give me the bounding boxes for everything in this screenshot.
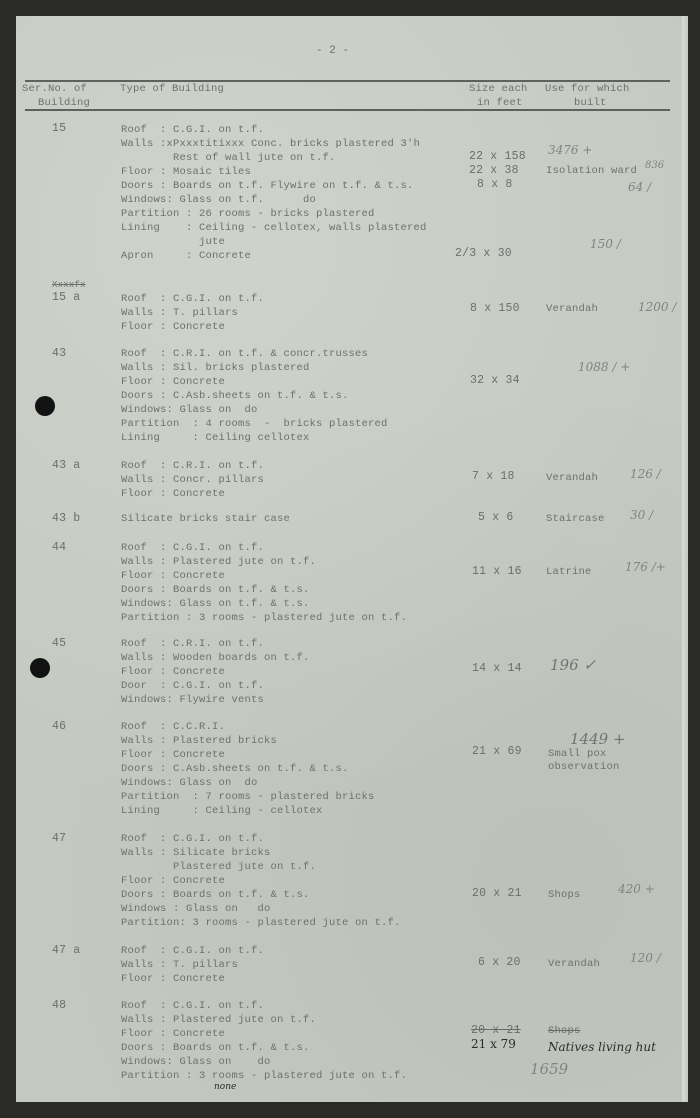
spec-line: Walls : Silicate bricks bbox=[121, 847, 271, 859]
size: 6 x 20 bbox=[478, 956, 521, 969]
spec-line: Doors : Boards on t.f. & t.s. bbox=[121, 1042, 310, 1054]
spec-line: jute bbox=[121, 236, 226, 248]
spec-line: Floor : Mosaic tiles bbox=[121, 166, 252, 178]
ser-no: 48 bbox=[52, 999, 67, 1012]
struck-label: Xxxxfx bbox=[52, 280, 86, 290]
spec-line: Silicate bricks stair case bbox=[121, 513, 291, 525]
size: 5 x 6 bbox=[478, 511, 514, 524]
handwritten-area: 126 / bbox=[630, 467, 661, 481]
spec-line: Plastered jute on t.f. bbox=[121, 861, 317, 873]
header-use: Use for which bbox=[545, 83, 630, 95]
spec-line: Windows: Glass on t.f. & t.s. bbox=[121, 598, 310, 610]
use: Natives living hut bbox=[548, 1040, 656, 1054]
spec-line: Floor : Concrete bbox=[121, 376, 226, 388]
spec-line: Roof : C.G.I. on t.f. bbox=[121, 945, 265, 957]
ser-no: 46 bbox=[52, 720, 67, 733]
handwritten-area: 420 + bbox=[618, 882, 655, 896]
header-use-built: built bbox=[574, 97, 607, 109]
ser-no: 47 bbox=[52, 832, 67, 845]
spec-line: Partition : 4 rooms - bricks plastered bbox=[121, 418, 388, 430]
handwritten-area: 196 ✓ bbox=[550, 656, 596, 674]
spec-line: Walls : Plastered jute on t.f. bbox=[121, 1014, 317, 1026]
size: 22 x 38 bbox=[469, 164, 519, 177]
spec-line: Roof : C.R.I. on t.f. bbox=[121, 638, 265, 650]
size: 32 x 34 bbox=[470, 374, 520, 387]
spec-line: Floor : Concrete bbox=[121, 570, 226, 582]
spec-line: Rest of wall jute on t.f. bbox=[121, 152, 336, 164]
ser-no: 43 bbox=[52, 347, 67, 360]
size: 21 x 79 bbox=[471, 1037, 516, 1051]
header-type: Type of Building bbox=[120, 83, 225, 95]
spec-line: Door : C.G.I. on t.f. bbox=[121, 680, 265, 692]
spec-line: Walls : Concr. pillars bbox=[121, 474, 265, 486]
spec-line: Lining : Ceiling - cellotex, walls plastered bbox=[121, 222, 427, 234]
spec-line: Walls : T. pillars bbox=[121, 307, 239, 319]
spec-line: Roof : C.G.I. on t.f. bbox=[121, 833, 265, 845]
spec-line: Windows: Glass on do bbox=[121, 1056, 271, 1068]
punch-hole bbox=[35, 396, 55, 416]
spec-line: Floor : Concrete bbox=[121, 1028, 226, 1040]
ser-no: 15 bbox=[52, 122, 67, 135]
spec-line: Doors : Boards on t.f. Flywire on t.f. & t.s. bbox=[121, 180, 414, 192]
struck-size: 20 x 21 bbox=[471, 1024, 521, 1037]
header-ser-no: Ser.No. of bbox=[22, 83, 88, 95]
ser-no: 47 a bbox=[52, 944, 81, 957]
use: Isolation ward bbox=[546, 165, 638, 177]
spec-line: Partition : 7 rooms - plastered bricks bbox=[121, 791, 375, 803]
ser-no: 45 bbox=[52, 637, 67, 650]
spec-line: Roof : C.C.R.I. bbox=[121, 721, 226, 733]
spec-line: Lining : Ceiling - cellotex bbox=[121, 805, 323, 817]
spec-line: Walls : Plastered jute on t.f. bbox=[121, 556, 317, 568]
size: 8 x 150 bbox=[470, 302, 520, 315]
handwritten-area: 836 bbox=[645, 160, 665, 171]
spec-line: Lining : Ceiling cellotex bbox=[121, 432, 310, 444]
size: 8 x 8 bbox=[477, 178, 513, 191]
use-continued: observation bbox=[548, 761, 620, 773]
spec-line: Roof : C.G.I. on t.f. bbox=[121, 124, 265, 136]
size: 14 x 14 bbox=[472, 662, 522, 675]
header-building: Building bbox=[38, 97, 91, 109]
spec-line: Windows: Flywire vents bbox=[121, 694, 265, 706]
spec-line: Windows: Glass on do bbox=[121, 404, 258, 416]
spec-line: Walls : Wooden boards on t.f. bbox=[121, 652, 310, 664]
spec-line: Roof : C.R.I. on t.f. bbox=[121, 460, 265, 472]
spec-line: Windows: Glass on t.f. do bbox=[121, 194, 317, 206]
handwritten-area: 64 / bbox=[628, 180, 652, 194]
spec-line: Walls : T. pillars bbox=[121, 959, 239, 971]
header-size: Size each bbox=[469, 83, 528, 95]
spec-line: Apron : Concrete bbox=[121, 250, 252, 262]
spec-line: Roof : C.G.I. on t.f. bbox=[121, 293, 265, 305]
spec-line: Walls :xPxxxtitixxx Conc. bricks plastered 3'h bbox=[121, 138, 421, 150]
spec-line: Doors : Boards on t.f. & t.s. bbox=[121, 584, 310, 596]
size: 20 x 21 bbox=[472, 887, 522, 900]
spec-line: Walls : Sil. bricks plastered bbox=[121, 362, 310, 374]
spec-line: Partition: 3 rooms - plastered jute on t.f. bbox=[121, 917, 401, 929]
ser-no: 43 b bbox=[52, 512, 81, 525]
handwritten-area: 120 / bbox=[630, 951, 661, 965]
spec-line: Roof : C.G.I. on t.f. bbox=[121, 1000, 265, 1012]
spec-line: Floor : Concrete bbox=[121, 749, 226, 761]
use: Verandah bbox=[548, 958, 601, 970]
spec-line: Roof : C.G.I. on t.f. bbox=[121, 542, 265, 554]
spec-line: Floor : Concrete bbox=[121, 488, 226, 500]
spec-line: Walls : Plastered bricks bbox=[121, 735, 278, 747]
spec-line: Doors : C.Asb.sheets on t.f. & t.s. bbox=[121, 763, 349, 775]
ser-no: 15 a bbox=[52, 291, 81, 304]
use: Verandah bbox=[546, 472, 599, 484]
spec-line: Partition : 3 rooms - plastered jute on t.f. bbox=[121, 1070, 408, 1082]
handwritten-area: 30 / bbox=[630, 508, 654, 522]
use: Shops bbox=[548, 889, 581, 901]
spec-line: Roof : C.R.I. on t.f. & concr.trusses bbox=[121, 348, 369, 360]
punch-hole bbox=[30, 658, 50, 678]
header-size-unit: in feet bbox=[477, 97, 523, 109]
use: Verandah bbox=[546, 303, 599, 315]
spec-line: Floor : Concrete bbox=[121, 666, 226, 678]
spec-line: Floor : Concrete bbox=[121, 973, 226, 985]
spec-line: Doors : Boards on t.f. & t.s. bbox=[121, 889, 310, 901]
spec-line: Partition : 3 rooms - plastered jute on t.f. bbox=[121, 612, 408, 624]
handwritten-area: 1200 / bbox=[638, 300, 677, 314]
handwritten-area: 1449 + bbox=[570, 730, 626, 748]
ser-no: 44 bbox=[52, 541, 67, 554]
spec-line: Windows : Glass on do bbox=[121, 903, 271, 915]
handwritten-area: 3476 + bbox=[548, 143, 593, 157]
ser-no: 43 a bbox=[52, 459, 81, 472]
use: Latrine bbox=[546, 566, 592, 578]
use: Small pox bbox=[548, 748, 607, 760]
spec-line: Floor : Concrete bbox=[121, 875, 226, 887]
handwritten-area: 1088 / + bbox=[578, 360, 631, 374]
struck-use: Shops bbox=[548, 1025, 581, 1037]
handwritten-correction: none bbox=[214, 1082, 237, 1092]
handwritten-area: 176 /+ bbox=[625, 560, 666, 574]
use: Staircase bbox=[546, 513, 605, 525]
spec-line: Doors : C.Asb.sheets on t.f. & t.s. bbox=[121, 390, 349, 402]
handwritten-area: 150 / bbox=[590, 237, 621, 251]
handwritten-area: 1659 bbox=[530, 1060, 569, 1078]
size: 11 x 16 bbox=[472, 565, 522, 578]
size: 7 x 18 bbox=[472, 470, 515, 483]
spec-line: Partition : 26 rooms - bricks plastered bbox=[121, 208, 375, 220]
spec-line: Floor : Concrete bbox=[121, 321, 226, 333]
size: 22 x 158 bbox=[469, 150, 526, 163]
header-bottom-rule bbox=[25, 109, 670, 111]
page-number: - 2 - bbox=[316, 45, 350, 57]
size: 2/3 x 30 bbox=[455, 247, 512, 260]
size: 21 x 69 bbox=[472, 745, 522, 758]
spec-line: Windows: Glass on do bbox=[121, 777, 258, 789]
